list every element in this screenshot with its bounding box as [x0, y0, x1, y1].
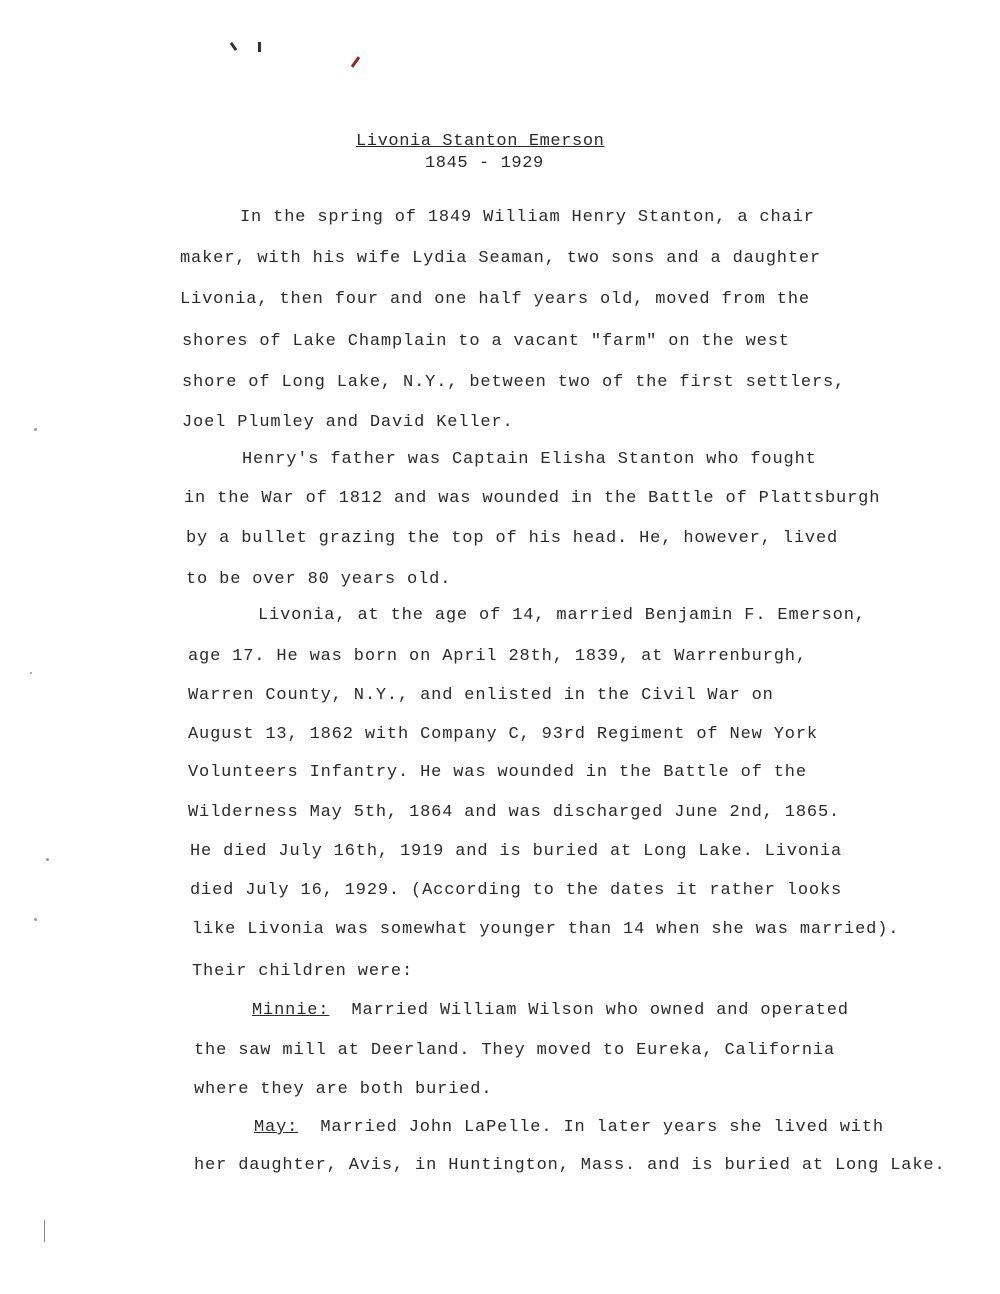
body-line: Their children were: — [192, 962, 414, 981]
body-line: Wilderness May 5th, 1864 and was discharged June 2nd, 1865. — [188, 803, 841, 822]
child-name-minnie: Minnie: — [252, 1001, 330, 1020]
body-line: Joel Plumley and David Keller. — [182, 413, 514, 432]
body-line: shores of Lake Champlain to a vacant "farm" on the west — [182, 332, 790, 351]
body-line: died July 16, 1929. (According to the dates it rather looks — [190, 881, 843, 900]
child-entry-may — [254, 1118, 884, 1137]
body-line: Volunteers Infantry. He was wounded in the Battle of the — [188, 763, 807, 782]
body-line: age 17. He was born on April 28th, 1839, at Warrenburgh, — [188, 647, 807, 666]
body-line: by a bullet grazing the top of his head. He, however, lived — [186, 529, 839, 548]
stray-pen-mark — [230, 42, 238, 51]
body-line: in the War of 1812 and was wounded in the Battle of Plattsburgh — [184, 489, 881, 508]
child-name-may: May: — [254, 1118, 299, 1137]
body-line: Livonia, then four and one half years old, moved from the — [180, 290, 810, 309]
body-line: Henry's father was Captain Elisha Stanton who fought — [242, 450, 817, 469]
body-line: her daughter, Avis, in Huntington, Mass. and is buried at Long Lake. — [194, 1156, 946, 1175]
body-line: Warren County, N.Y., and enlisted in the Civil War on — [188, 686, 774, 705]
body-line: where they are both buried. — [194, 1080, 493, 1099]
scan-speck — [34, 428, 37, 431]
body-line: August 13, 1862 with Company C, 93rd Regiment of New York — [188, 725, 818, 744]
scan-speck — [44, 1220, 45, 1242]
child-text: Married William Wilson who owned and operated — [351, 1001, 849, 1020]
body-line: shore of Long Lake, N.Y., between two of the first settlers, — [182, 373, 846, 392]
document-title: Livonia Stanton Emerson — [356, 132, 605, 151]
body-line: the saw mill at Deerland. They moved to Eureka, California — [194, 1041, 835, 1060]
scan-speck — [30, 672, 32, 674]
stray-pen-mark — [258, 42, 261, 52]
scan-speck — [46, 858, 49, 861]
body-line: like Livonia was somewhat younger than 14 when she was married). — [192, 920, 900, 939]
child-text: Married John LaPelle. In later years she lived with — [320, 1118, 884, 1137]
body-line: He died July 16th, 1919 and is buried at Long Lake. Livonia — [190, 842, 843, 861]
body-line: to be over 80 years old. — [186, 570, 452, 589]
body-line: maker, with his wife Lydia Seaman, two sons and a daughter — [180, 249, 821, 268]
body-line: In the spring of 1849 William Henry Stanton, a chair — [240, 208, 815, 227]
red-pen-mark — [351, 56, 360, 68]
scan-speck — [34, 918, 37, 921]
body-line: Livonia, at the age of 14, married Benjamin F. Emerson, — [258, 606, 866, 625]
document-dates: 1845 - 1929 — [425, 154, 544, 173]
child-entry-minnie — [252, 1001, 849, 1020]
